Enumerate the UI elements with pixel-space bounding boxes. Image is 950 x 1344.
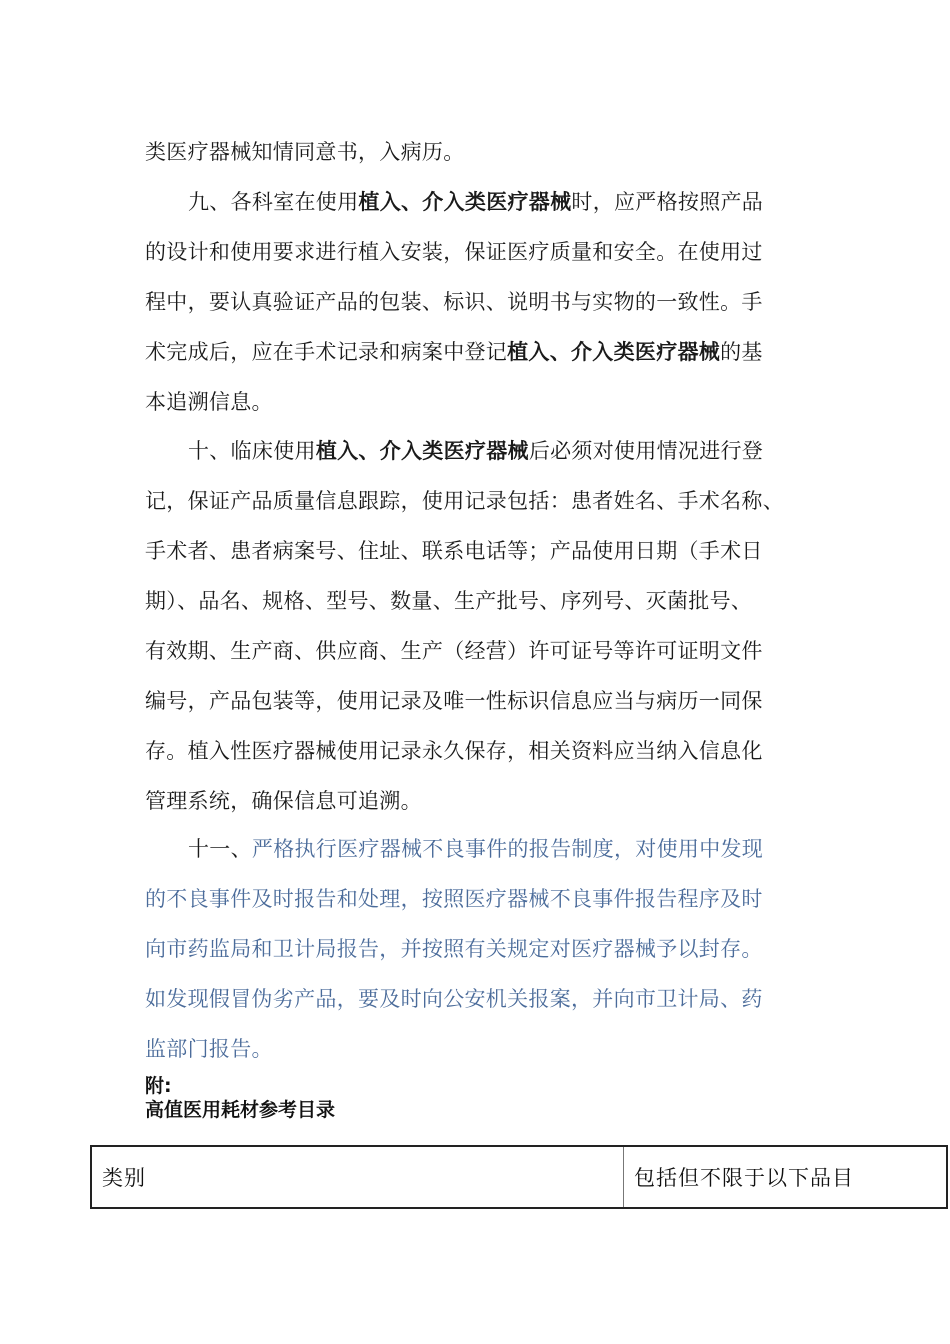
text-run: 十一、 — [188, 837, 252, 861]
text-run: 的设计和使用要求进行植入安装，保证医疗质量和安全。在使用过 — [145, 240, 763, 264]
paragraph-10-line-2 — [145, 488, 784, 514]
text-run: 术完成后，应在手术记录和病案中登记 — [145, 340, 508, 364]
blue-text-run: 严格执行医疗器械不良事件的报告制度，对使用中发现 — [251, 837, 764, 861]
appendix-label: 附: — [145, 1075, 172, 1097]
paragraph-9-line-1 — [188, 189, 763, 215]
text-run: 管理系统，确保信息可追溯。 — [145, 789, 422, 813]
paragraph-10-line-8 — [145, 788, 422, 814]
paragraph-11-line-3 — [145, 936, 763, 962]
blue-text-run: 如发现假冒伪劣产品，要及时向公安机关报案，并向市卫计局、药 — [145, 987, 763, 1011]
paragraph-8-tail-line — [145, 139, 465, 165]
text-run: 十、临床使用 — [188, 439, 316, 463]
text-run: 编号，产品包装等，使用记录及唯一性标识信息应当与病历一同保 — [145, 689, 763, 713]
text-run: 程中，要认真验证产品的包装、标识、说明书与实物的一致性。手 — [145, 290, 763, 314]
catalog-table — [90, 1145, 948, 1209]
paragraph-9-line-4 — [145, 339, 763, 365]
blue-text-run: 的不良事件及时报告和处理，按照医疗器械不良事件报告程序及时 — [145, 887, 763, 911]
text-run: 记，保证产品质量信息跟踪，使用记录包括：患者姓名、手术名称、 — [145, 489, 784, 513]
paragraph-10-line-3 — [145, 538, 763, 564]
appendix-title: 高值医用耗材参考目录 — [145, 1099, 336, 1121]
text-run: 存。植入性医疗器械使用记录永久保存，相关资料应当纳入信息化 — [145, 739, 763, 763]
text-run: 本追溯信息。 — [145, 390, 273, 414]
text-run: 有效期、生产商、供应商、生产（经营）许可证号等许可证明文件 — [145, 639, 763, 663]
paragraph-10-line-1 — [188, 438, 763, 464]
text-run: 九、各科室在使用 — [188, 190, 359, 214]
paragraph-10-line-5 — [145, 638, 763, 664]
paragraph-11-line-1 — [188, 836, 763, 862]
table-header-category: 类别 — [92, 1147, 624, 1207]
table-header-items: 包括但不限于以下品目 — [634, 1166, 854, 1190]
text-run: 期）、品名、规格、型号、数量、生产批号、序列号、灭菌批号、 — [145, 589, 753, 613]
blue-text-run: 向市药监局和卫计局报告，并按照有关规定对医疗器械予以封存。 — [145, 937, 763, 961]
paragraph-9-line-2 — [145, 239, 763, 265]
bold-term: 植入、介入类医疗器械 — [315, 439, 529, 463]
paragraph-11-line-4 — [145, 986, 763, 1012]
blue-text-run: 监部门报告。 — [145, 1037, 273, 1061]
bold-term: 植入、介入类医疗器械 — [358, 190, 572, 214]
paragraph-11-line-2 — [145, 886, 763, 912]
text-run: 后必须对使用情况进行登 — [528, 439, 764, 463]
paragraph-9-line-3 — [145, 289, 763, 315]
paragraph-10-line-7 — [145, 738, 763, 764]
paragraph-9-line-5 — [145, 389, 273, 415]
text-run: 手术者、患者病案号、住址、联系电话等；产品使用日期（手术日 — [145, 539, 763, 563]
paragraph-10-line-4 — [145, 588, 752, 614]
paragraph-10-line-6 — [145, 688, 763, 714]
bold-term: 植入、介入类医疗器械 — [507, 340, 721, 364]
text-run: 时，应严格按照产品 — [571, 190, 764, 214]
text-run: 的基 — [720, 340, 763, 364]
text-run: 类医疗器械知情同意书，入病历。 — [145, 140, 465, 164]
paragraph-11-line-5 — [145, 1036, 273, 1062]
